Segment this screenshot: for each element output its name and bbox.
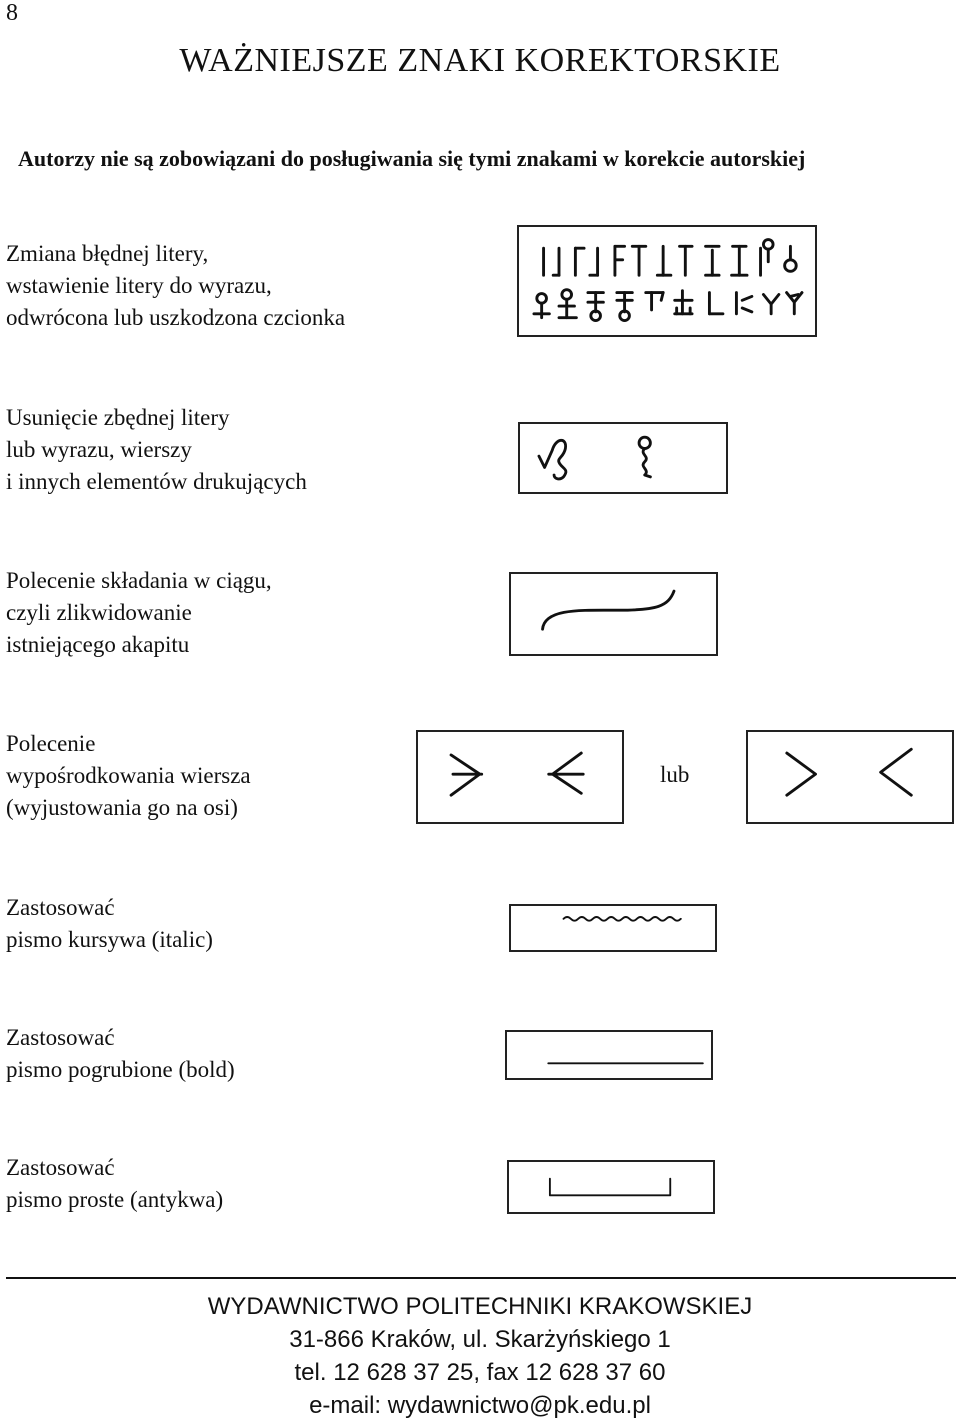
underline-icon [505,1030,713,1080]
row-3-line-2: czyli zlikwidowanie [6,600,192,625]
row-5-line-1: Zastosować [6,895,115,920]
wavy-underline-icon [509,904,717,952]
row-3-description [6,565,272,661]
run-on-mark-icon [509,572,718,656]
row-6-line-1: Zastosować [6,1025,115,1050]
row-7-line-2: pismo proste (antykwa) [6,1187,224,1212]
row-4-line-3: (wyjustowania go na osi) [6,795,238,820]
row-7-description [6,1152,223,1216]
footer-address: 31-866 Kraków, ul. Skarżyńskiego 1 [289,1326,671,1353]
page-subtitle: Autorzy nie są zobowiązani do posługiwania się tymi znakami w korekcie autorskiej [18,146,806,171]
row-5-description [6,892,213,956]
row-2-description [6,402,307,498]
centering-marks-with-bar-icon [416,730,624,824]
row-1-line-1: Zmiana błędnej litery, [6,241,209,266]
row-1-line-2: wstawienie litery do wyrazu, [6,273,272,298]
row-7-line-1: Zastosować [6,1155,115,1180]
page-title: WAŻNIEJSZE ZNAKI KOREKTORSKIE [179,42,781,79]
row-1-line-3: odwrócona lub uszkodzona czcionka [6,305,346,330]
row-4-description [6,728,251,824]
footer-divider [6,1277,956,1279]
centering-marks-icon [746,730,954,824]
row-5-line-2: pismo kursywa (italic) [6,927,213,952]
alternative-separator: lub [660,762,690,787]
bracket-underline-icon [507,1160,715,1214]
footer-phone: tel. 12 628 37 25, fax 12 628 37 60 [294,1359,666,1386]
letter-replacement-marks-icon [517,225,817,337]
footer [0,1290,960,1422]
row-6-line-2: pismo pogrubione (bold) [6,1057,235,1082]
row-6-description [6,1022,235,1086]
footer-publisher: WYDAWNICTWO POLITECHNIKI KRAKOWSKIEJ [207,1293,753,1320]
row-3-line-1: Polecenie składania w ciągu, [6,568,272,593]
row-2-line-1: Usunięcie zbędnej litery [6,405,230,430]
row-1-description [6,238,345,334]
row-4-line-1: Polecenie [6,731,96,756]
deletion-marks-icon [518,422,728,494]
row-4-line-2: wypośrodkowania wiersza [6,763,251,788]
row-2-line-3: i innych elementów drukujących [6,469,307,494]
footer-email[interactable]: e-mail: wydawnictwo@pk.edu.pl [309,1392,651,1419]
page-number: 8 [6,0,18,26]
row-2-line-2: lub wyrazu, wierszy [6,437,192,462]
row-3-line-3: istniejącego akapitu [6,632,190,657]
